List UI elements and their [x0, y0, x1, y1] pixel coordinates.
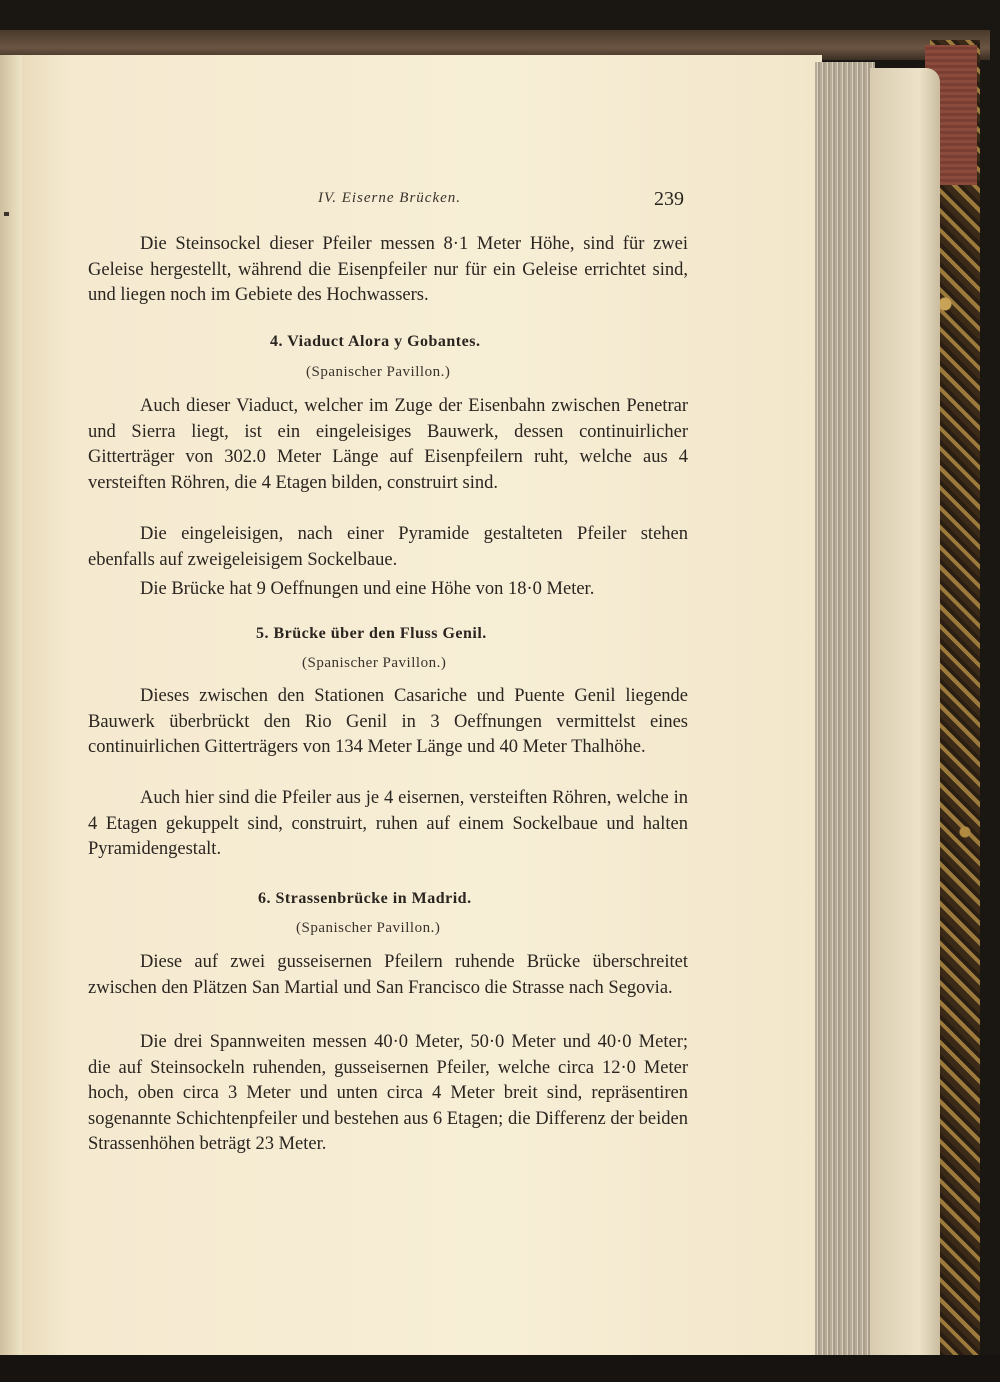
- section-6-paragraph-2: Die drei Spannweiten messen 40·0 Meter, 50·0 Meter und 40·0 Meter; die auf Steinsockeln ruhenden, gusseisernen Pfeiler, welche circa 12·0 Meter hoch, oben circa 3 Meter und unten circa 4 Meter breit sind, repräsentiren sogenannte Schichtenpfeiler und bestehen aus 6 Etagen; die Differenz der beiden Strassenhöhen beträgt 23 Meter.: [88, 1032, 688, 1154]
- section-subheading-5: (Spanischer Pavillon.): [302, 655, 447, 671]
- section-5-paragraph-1: Dieses zwischen den Stationen Casariche und Puente Genil liegende Bauwerk überbrückt den Rio Genil in 3 Oeffnungen vermittelst eines continuirlichen Gitterträgers von 134 Meter Länge und 40 Meter Thalhöhe.: [88, 686, 688, 757]
- section-6-paragraph-1: Diese auf zwei gusseisernen Pfeilern ruhende Brücke überschreitet zwischen den Plätzen San Martial und San Francisco die Strasse nach Segovia.: [88, 952, 688, 998]
- section-4-paragraph-2: Die eingeleisigen, nach einer Pyramide gestalteten Pfeiler stehen ebenfalls auf zweigeleisigem Sockelbaue.: [88, 524, 688, 570]
- section-heading-4: 4. Viaduct Alora y Gobantes.: [270, 333, 481, 350]
- scan-border: [0, 1355, 1000, 1382]
- section-5-paragraph-2: Auch hier sind die Pfeiler aus je 4 eisernen, versteiften Röhren, welche in 4 Etagen gekuppelt sind, construirt, ruhen auf einem Sockelbaue und halten Pyramidengestalt.: [88, 788, 688, 859]
- section-heading-5: 5. Brücke über den Fluss Genil.: [256, 625, 487, 642]
- flyleaf: [870, 68, 940, 1358]
- section-4-paragraph-1: Auch dieser Viaduct, welcher im Zuge der Eisenbahn zwischen Penetrar und Sierra liegt, ist ein eingeleisiges Bauwerk, dessen continuirlicher Gitterträger von 302.0 Meter Länge auf Eisenpfeilern ruht, welche aus 4 versteiften Röhren, die 4 Etagen bilden, construirt sind.: [88, 396, 688, 493]
- section-heading-6: 6. Strassenbrücke in Madrid.: [258, 890, 472, 907]
- facing-page-edge: [0, 55, 22, 1370]
- page-marker: [4, 212, 9, 216]
- intro-paragraph: Die Steinsockel dieser Pfeiler messen 8·1 Meter Höhe, sind für zwei Geleise hergestellt, während die Eisenpfeiler nur für ein Geleise errichtet sind, und liegen noch im Gebiete des Hochwassers.: [88, 234, 688, 305]
- running-header: IV. Eiserne Brücken.: [318, 190, 462, 206]
- page-number: 239: [654, 188, 684, 210]
- section-subheading-6: (Spanischer Pavillon.): [296, 920, 441, 936]
- page-stack-edges: [815, 62, 875, 1357]
- section-subheading-4: (Spanischer Pavillon.): [306, 364, 451, 380]
- section-4-paragraph-3: Die Brücke hat 9 Oeffnungen und eine Höhe von 18·0 Meter.: [140, 579, 595, 599]
